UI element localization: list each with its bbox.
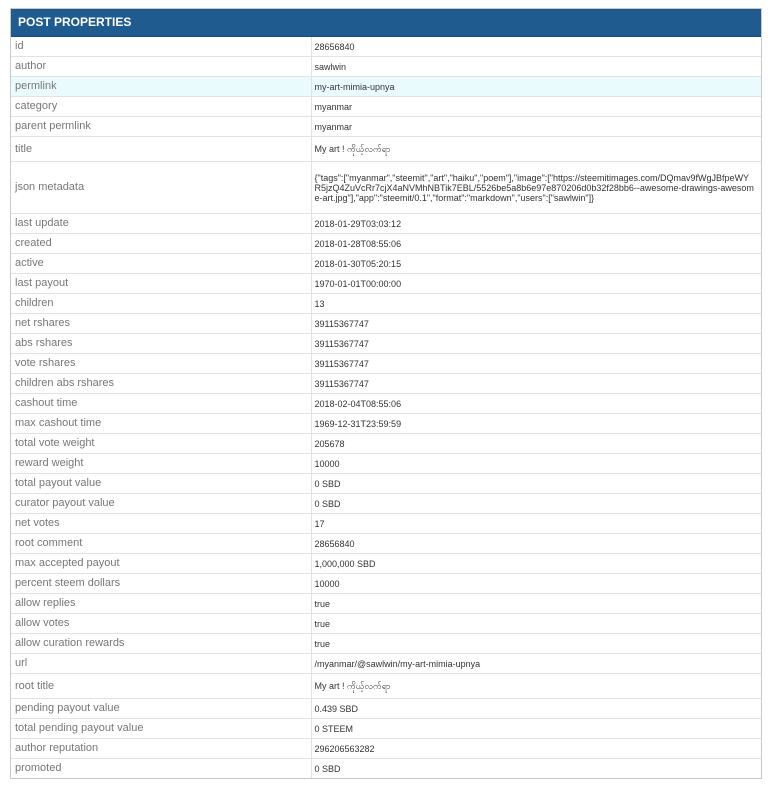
property-key: allow votes [11, 614, 311, 634]
property-key: total pending payout value [11, 719, 311, 739]
property-key: title [11, 137, 311, 162]
property-row [11, 434, 761, 454]
property-value: true [311, 634, 761, 654]
property-value: 2018-01-30T05:20:15 [311, 254, 761, 274]
property-value: 28656840 [311, 534, 761, 554]
property-key: allow replies [11, 594, 311, 614]
property-value: /myanmar/@sawlwin/my-art-mimia-upnya [311, 654, 761, 674]
property-value: 2018-01-28T08:55:06 [311, 234, 761, 254]
properties-table-body [11, 37, 761, 778]
property-value: 1970-01-01T00:00:00 [311, 274, 761, 294]
property-row [11, 674, 761, 699]
properties-table [11, 37, 761, 778]
property-key: total vote weight [11, 434, 311, 454]
property-row [11, 254, 761, 274]
property-key: last update [11, 214, 311, 234]
property-value: 0 STEEM [311, 719, 761, 739]
property-value: 39115367747 [311, 354, 761, 374]
property-value: 10000 [311, 454, 761, 474]
property-value: 0.439 SBD [311, 699, 761, 719]
property-key: root comment [11, 534, 311, 554]
property-row [11, 117, 761, 137]
property-row [11, 719, 761, 739]
post-properties-panel [10, 8, 762, 779]
property-row [11, 162, 761, 214]
property-key: author reputation [11, 739, 311, 759]
property-key: vote rshares [11, 354, 311, 374]
property-value: 10000 [311, 574, 761, 594]
property-value: my-art-mimia-upnya [311, 77, 761, 97]
property-key: net votes [11, 514, 311, 534]
property-row [11, 214, 761, 234]
property-key: pending payout value [11, 699, 311, 719]
property-key: net rshares [11, 314, 311, 334]
property-key: parent permlink [11, 117, 311, 137]
property-row [11, 699, 761, 719]
property-row [11, 77, 761, 97]
property-value: 17 [311, 514, 761, 534]
property-row [11, 414, 761, 434]
property-key: category [11, 97, 311, 117]
property-value: 1,000,000 SBD [311, 554, 761, 574]
property-row [11, 334, 761, 354]
property-row [11, 37, 761, 57]
property-key: active [11, 254, 311, 274]
property-key: total payout value [11, 474, 311, 494]
property-key: author [11, 57, 311, 77]
property-value: myanmar [311, 117, 761, 137]
property-row [11, 234, 761, 254]
property-value: {"tags":["myanmar","steemit","art","haiku","poem"],"image":["https://steemitimages.com/DQmav9fWgJBfpeWYR5jzQ4ZuVcRr7cjX4aNVMhNBTik7EBL/5526be5a8b6e97e870206d0b32f28bb6--awesome-drawings-awesome-art.jpg"],"app":"steemit/0.1","format":"markdown","users":["sawlwin"]} [311, 162, 761, 214]
property-key: promoted [11, 759, 311, 779]
property-value: 0 SBD [311, 494, 761, 514]
property-row [11, 759, 761, 779]
property-value: myanmar [311, 97, 761, 117]
property-row [11, 314, 761, 334]
panel-title: POST PROPERTIES [11, 9, 761, 37]
property-row [11, 474, 761, 494]
property-row [11, 574, 761, 594]
property-value: My art ! ကိုယ့်လက်ရာ [311, 137, 761, 162]
property-key: reward weight [11, 454, 311, 474]
property-value: 0 SBD [311, 474, 761, 494]
property-value: 13 [311, 294, 761, 314]
property-key: id [11, 37, 311, 57]
property-key: abs rshares [11, 334, 311, 354]
property-key: created [11, 234, 311, 254]
property-value: 205678 [311, 434, 761, 454]
property-value: true [311, 614, 761, 634]
property-row [11, 654, 761, 674]
property-row [11, 294, 761, 314]
property-row [11, 354, 761, 374]
property-value: 39115367747 [311, 314, 761, 334]
property-row [11, 514, 761, 534]
property-row [11, 374, 761, 394]
property-value: 39115367747 [311, 334, 761, 354]
property-key: children abs rshares [11, 374, 311, 394]
property-row [11, 634, 761, 654]
property-value: 39115367747 [311, 374, 761, 394]
property-row [11, 739, 761, 759]
property-row [11, 137, 761, 162]
property-row [11, 97, 761, 117]
property-value: 296206563282 [311, 739, 761, 759]
property-key: cashout time [11, 394, 311, 414]
property-key: url [11, 654, 311, 674]
property-key: max accepted payout [11, 554, 311, 574]
property-value: true [311, 594, 761, 614]
property-row [11, 494, 761, 514]
property-key: last payout [11, 274, 311, 294]
property-key: curator payout value [11, 494, 311, 514]
property-value: sawlwin [311, 57, 761, 77]
property-key: allow curation rewards [11, 634, 311, 654]
property-row [11, 594, 761, 614]
property-key: children [11, 294, 311, 314]
property-key: json metadata [11, 162, 311, 214]
property-row [11, 57, 761, 77]
property-key: max cashout time [11, 414, 311, 434]
property-row [11, 394, 761, 414]
property-row [11, 274, 761, 294]
property-value: 1969-12-31T23:59:59 [311, 414, 761, 434]
property-row [11, 554, 761, 574]
property-value: 2018-02-04T08:55:06 [311, 394, 761, 414]
property-key: root title [11, 674, 311, 699]
property-value: My art ! ကိုယ့်လက်ရာ [311, 674, 761, 699]
property-key: percent steem dollars [11, 574, 311, 594]
property-row [11, 454, 761, 474]
property-value: 0 SBD [311, 759, 761, 779]
property-row [11, 614, 761, 634]
property-value: 2018-01-29T03:03:12 [311, 214, 761, 234]
property-key: permlink [11, 77, 311, 97]
property-value: 28656840 [314, 41, 355, 52]
property-row [11, 534, 761, 554]
